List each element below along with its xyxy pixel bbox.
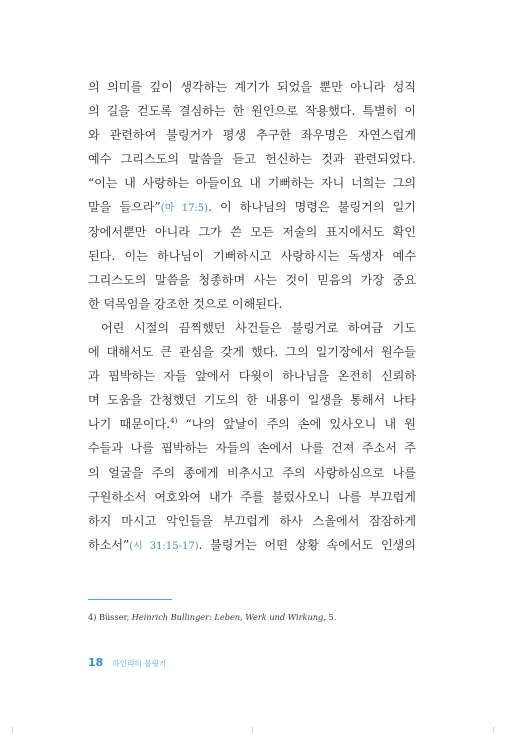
crop-mark xyxy=(12,727,13,733)
footnote-divider xyxy=(88,599,172,600)
text-line: 그리스도의 말씀을 청종하며 사는 것이 믿음의 가장 중요 xyxy=(88,272,416,287)
text-line: 며 도움을 간청했던 기도의 한 내용이 일생을 통해서 나타 xyxy=(88,393,416,408)
scripture-reference: (마 17:5) xyxy=(160,203,209,215)
footnote-number: 4) xyxy=(88,612,97,622)
text-line: 의 길을 걷도록 결심하는 한 원인으로 작용했다. 특별히 이 xyxy=(88,104,416,119)
page-number: 18 xyxy=(88,656,104,669)
page-footer xyxy=(88,651,166,670)
text-line: 과 핍박하는 자들 앞에서 다윗이 하나님을 온전히 신뢰하 xyxy=(88,369,416,384)
text-line: 에 대해서도 큰 관심을 갖게 했다. 그의 일기장에서 원수들 xyxy=(88,345,416,360)
text-line: 된다. 이는 하나님이 기뻐하시고 사랑하시는 독생자 예수 xyxy=(88,248,416,263)
text-line xyxy=(88,533,416,557)
footnote-book-title: Heinrich Bullinger: Leben, Werk und Wirkung xyxy=(131,612,324,622)
text-line: 구원하소서 여호와여 내가 주를 불렀사오니 나를 부끄럽게 xyxy=(88,489,416,504)
body-text xyxy=(88,75,416,557)
text-line: 하지 마시고 악인들을 부끄럽게 하사 스올에서 잠잠하게 xyxy=(88,513,416,528)
text-line: 와 관련하여 불링거가 평생 추구한 좌우명은 자연스럽게 xyxy=(88,128,416,143)
text-segment: 하소서” xyxy=(88,537,130,552)
text-segment: “나의 앞날이 주의 손에 있사오니 내 원 xyxy=(177,417,416,432)
paragraph-first-line: 어린 시절의 끔찍했던 사건들은 불링거로 하여금 기도 xyxy=(101,320,416,335)
scripture-reference: (시 31:15-17) xyxy=(129,540,199,552)
footnote-pages: , 5. xyxy=(323,612,337,622)
text-line xyxy=(88,195,416,219)
crop-mark xyxy=(493,727,494,733)
text-segment: . 불링거는 어떤 상황 속에서도 인생의 xyxy=(198,537,416,552)
text-segment: 말을 들으라” xyxy=(88,200,161,215)
text-line: “이는 내 사랑하는 아들이요 내 기뻐하는 자니 너희는 그의 xyxy=(88,176,416,191)
text-line: 장에서뿐만 아니라 그가 쓴 모든 저술의 표지에서도 확인 xyxy=(88,224,416,239)
text-line: 의 얼굴을 주의 종에게 비추시고 주의 사랑하심으로 나를 xyxy=(88,465,416,480)
text-line: 수들과 나를 핍박하는 자들의 손에서 나를 건져 주소서 주 xyxy=(88,441,416,456)
text-line: 의 의미를 깊이 생각하는 계기가 되었을 뿐만 아니라 성직 xyxy=(88,80,416,94)
footnote-author: Büsser, xyxy=(99,612,130,622)
text-segment: 나기 때문이다. xyxy=(88,417,171,432)
footnote-marker[interactable]: 4) xyxy=(170,417,178,426)
running-title: 하인리히 불링거 xyxy=(112,659,167,668)
crop-mark xyxy=(252,727,253,733)
text-line xyxy=(88,412,416,436)
footnote xyxy=(88,611,336,623)
text-segment: . 이 하나님의 명령은 불링거의 일기 xyxy=(208,200,416,215)
text-line: 한 덕목임을 강조한 것으로 이해된다. xyxy=(88,296,283,311)
text-line: 예수 그리스도의 말씀을 듣고 헌신하는 것과 관련되었다. xyxy=(88,152,416,167)
